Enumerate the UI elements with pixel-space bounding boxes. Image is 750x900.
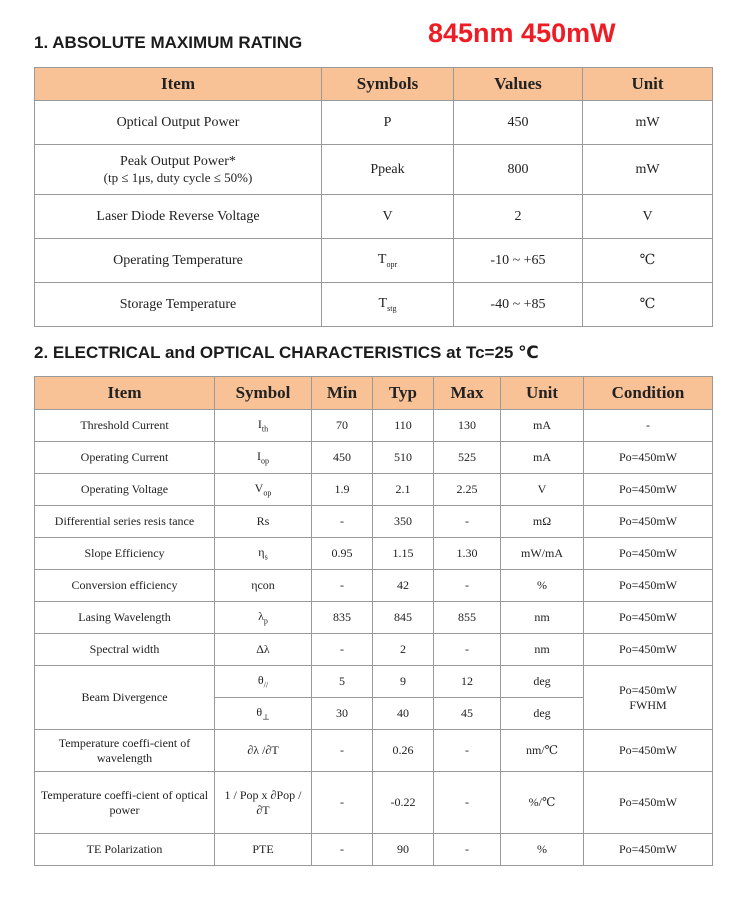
- value-cell: 800: [454, 145, 583, 195]
- item-cell: [35, 283, 322, 327]
- max-cell: 45: [434, 698, 501, 730]
- typ-cell: 510: [373, 442, 434, 474]
- max-cell: -: [434, 772, 501, 834]
- max-cell: -: [434, 834, 501, 866]
- table-row: [35, 474, 713, 506]
- condition-text: Po=450mW: [618, 682, 678, 697]
- condition-cell: Po=450mW: [584, 834, 713, 866]
- symbol-cell: [322, 239, 454, 283]
- header-min: Min: [312, 377, 373, 410]
- symbol-cell: [215, 570, 312, 602]
- unit-cell: mW: [583, 101, 713, 145]
- symbol-cell: [322, 101, 454, 145]
- item-cell: Slope Efficiency: [35, 538, 215, 570]
- item-label: Optical Output Power: [116, 114, 240, 130]
- item-cell: Temperature coeffi-cient of wavelength: [35, 730, 215, 772]
- unit-cell: %: [501, 570, 584, 602]
- condition-cell: Po=450mW: [584, 570, 713, 602]
- symbol-subscript: opr: [386, 259, 398, 269]
- item-label: Operating Temperature: [113, 252, 243, 268]
- item-cell: [35, 195, 322, 239]
- symbol-cell: [215, 730, 312, 772]
- table-row: [35, 570, 713, 602]
- item-cell: Conversion efficiency: [35, 570, 215, 602]
- condition-cell: Po=450mW: [584, 474, 713, 506]
- condition-cell: Po=450mW: [584, 730, 713, 772]
- table-row: [35, 410, 713, 442]
- symbol-text: λ: [258, 608, 264, 623]
- table-header-row: [35, 68, 713, 101]
- table-row: [35, 506, 713, 538]
- symbol-cell: [215, 666, 312, 698]
- header-values: Values: [454, 68, 583, 101]
- typ-cell: -0.22: [373, 772, 434, 834]
- symbol-text: I: [257, 416, 262, 431]
- max-cell: -: [434, 634, 501, 666]
- table-row: [35, 101, 713, 145]
- symbol-subscript: s: [264, 552, 268, 562]
- max-cell: 855: [434, 602, 501, 634]
- unit-cell: ℃: [583, 239, 713, 283]
- unit-cell: nm: [501, 602, 584, 634]
- typ-cell: 42: [373, 570, 434, 602]
- unit-cell: V: [583, 195, 713, 239]
- item-cell: Temperature coeffi-cient of optical power: [35, 772, 215, 834]
- item-label: Laser Diode Reverse Voltage: [96, 208, 260, 224]
- symbol-text: ηcon: [251, 578, 275, 592]
- symbol-cell: [215, 506, 312, 538]
- value-cell: 450: [454, 101, 583, 145]
- symbol-subscript: p: [263, 616, 268, 626]
- table-row: [35, 772, 713, 834]
- section-2-title: 2. ELECTRICAL and OPTICAL CHARACTERISTICS at Tc=25 ℃: [34, 343, 539, 362]
- symbol-text: ∂λ /∂T: [247, 743, 279, 757]
- typ-cell: 350: [373, 506, 434, 538]
- header-unit: Unit: [501, 377, 584, 410]
- unit-cell: mW: [583, 145, 713, 195]
- min-cell: -: [312, 834, 373, 866]
- item-cell: Spectral width: [35, 634, 215, 666]
- typ-cell: 40: [373, 698, 434, 730]
- item-cell: TE Polarization: [35, 834, 215, 866]
- item-cell: Differential series resis tance: [35, 506, 215, 538]
- symbol-text: T: [378, 296, 388, 312]
- condition-cell: Po=450mW: [584, 772, 713, 834]
- typ-cell: 9: [373, 666, 434, 698]
- unit-cell: %: [501, 834, 584, 866]
- symbol-text: Δλ: [256, 642, 270, 656]
- symbol-cell: [322, 283, 454, 327]
- table-row: [35, 666, 713, 698]
- symbol-cell: [215, 474, 312, 506]
- header-unit: Unit: [583, 68, 713, 101]
- min-cell: -: [312, 772, 373, 834]
- symbol-cell: [215, 442, 312, 474]
- unit-cell: nm/℃: [501, 730, 584, 772]
- unit-cell: mA: [501, 442, 584, 474]
- symbol-text: V: [382, 208, 393, 224]
- item-label: Storage Temperature: [119, 296, 237, 312]
- min-cell: 0.95: [312, 538, 373, 570]
- symbol-text: Ppeak: [370, 161, 405, 177]
- table-row: [35, 442, 713, 474]
- unit-cell: %/℃: [501, 772, 584, 834]
- max-cell: -: [434, 570, 501, 602]
- table-row: [35, 195, 713, 239]
- symbol-cell: [322, 145, 454, 195]
- item-cell: [35, 239, 322, 283]
- condition-cell: Po=450mW: [584, 634, 713, 666]
- symbol-cell: [215, 698, 312, 730]
- item-cell: Beam Divergence: [35, 666, 215, 730]
- item-cell: Threshold Current: [35, 410, 215, 442]
- item-cell: Operating Current: [35, 442, 215, 474]
- min-cell: -: [312, 570, 373, 602]
- symbol-subscript: //: [263, 680, 269, 690]
- table-row: [35, 602, 713, 634]
- header-item: Item: [35, 377, 215, 410]
- symbol-subscript: ⊥: [262, 712, 270, 722]
- header-max: Max: [434, 377, 501, 410]
- min-cell: 1.9: [312, 474, 373, 506]
- value-cell: 2: [454, 195, 583, 239]
- symbol-text: θ: [256, 704, 263, 719]
- condition-cell: Po=450mW: [584, 538, 713, 570]
- table-row: [35, 283, 713, 327]
- symbol-subscript: stg: [387, 303, 397, 313]
- table-row: [35, 730, 713, 772]
- symbol-cell: [215, 834, 312, 866]
- item-cell: Lasing Wavelength: [35, 602, 215, 634]
- condition-note: FWHM: [629, 697, 667, 712]
- typ-cell: 2.1: [373, 474, 434, 506]
- max-cell: 2.25: [434, 474, 501, 506]
- unit-cell: ℃: [583, 283, 713, 327]
- condition-cell: Po=450mW: [584, 602, 713, 634]
- table-row: [35, 634, 713, 666]
- unit-cell: V: [501, 474, 584, 506]
- min-cell: -: [312, 730, 373, 772]
- condition-cell: -: [584, 410, 713, 442]
- header-symbols: Symbols: [322, 68, 454, 101]
- value-cell: -10 ~ +65: [454, 239, 583, 283]
- symbol-text: P: [383, 114, 392, 130]
- electrical-optical-table: [34, 376, 713, 866]
- max-cell: 130: [434, 410, 501, 442]
- max-cell: 525: [434, 442, 501, 474]
- max-cell: 12: [434, 666, 501, 698]
- item-label: Peak Output Power*: [120, 153, 236, 169]
- symbol-text: Rs: [256, 514, 270, 528]
- typ-cell: 0.26: [373, 730, 434, 772]
- symbol-cell: [215, 772, 312, 834]
- item-note: (tp ≤ 1μs, duty cycle ≤ 50%): [103, 170, 253, 186]
- typ-cell: 1.15: [373, 538, 434, 570]
- typ-cell: 2: [373, 634, 434, 666]
- min-cell: 70: [312, 410, 373, 442]
- symbol-cell: [215, 410, 312, 442]
- unit-cell: mΩ: [501, 506, 584, 538]
- unit-cell: mW/mA: [501, 538, 584, 570]
- unit-cell: mA: [501, 410, 584, 442]
- symbol-subscript: op: [263, 488, 272, 498]
- header-symbol: Symbol: [215, 377, 312, 410]
- unit-cell: deg: [501, 698, 584, 730]
- typ-cell: 110: [373, 410, 434, 442]
- max-cell: -: [434, 506, 501, 538]
- product-badge: 845nm 450mW: [428, 18, 616, 48]
- item-cell: Operating Voltage: [35, 474, 215, 506]
- min-cell: -: [312, 634, 373, 666]
- section-1-title: 1. ABSOLUTE MAXIMUM RATING: [34, 33, 303, 52]
- condition-cell: Po=450mW: [584, 506, 713, 538]
- condition-cell: [584, 666, 713, 730]
- item-cell: [35, 145, 322, 195]
- condition-cell: Po=450mW: [584, 442, 713, 474]
- min-cell: 450: [312, 442, 373, 474]
- value-cell: -40 ~ +85: [454, 283, 583, 327]
- absolute-max-rating-table: [34, 67, 713, 327]
- symbol-subscript: th: [261, 424, 269, 434]
- min-cell: 30: [312, 698, 373, 730]
- symbol-cell: [215, 634, 312, 666]
- max-cell: -: [434, 730, 501, 772]
- symbol-text: θ: [257, 672, 264, 687]
- symbol-text: PTE: [252, 842, 274, 856]
- unit-cell: deg: [501, 666, 584, 698]
- symbol-text: η: [258, 544, 265, 559]
- min-cell: 835: [312, 602, 373, 634]
- table-header-row: [35, 377, 713, 410]
- unit-cell: nm: [501, 634, 584, 666]
- header-typ: Typ: [373, 377, 434, 410]
- max-cell: 1.30: [434, 538, 501, 570]
- table-row: [35, 145, 713, 195]
- table-row: [35, 239, 713, 283]
- item-cell: [35, 101, 322, 145]
- table-row: [35, 834, 713, 866]
- min-cell: -: [312, 506, 373, 538]
- min-cell: 5: [312, 666, 373, 698]
- typ-cell: 845: [373, 602, 434, 634]
- table-row: [35, 538, 713, 570]
- symbol-text: 1 / Pop x ∂Pop / ∂T: [224, 787, 302, 817]
- symbol-cell: [322, 195, 454, 239]
- symbol-cell: [215, 538, 312, 570]
- symbol-cell: [215, 602, 312, 634]
- symbol-text: I: [257, 448, 261, 463]
- header-item: Item: [35, 68, 322, 101]
- header-condition: Condition: [584, 377, 713, 410]
- symbol-text: T: [377, 252, 387, 268]
- typ-cell: 90: [373, 834, 434, 866]
- symbol-subscript: op: [261, 456, 269, 466]
- symbol-text: V: [254, 480, 264, 495]
